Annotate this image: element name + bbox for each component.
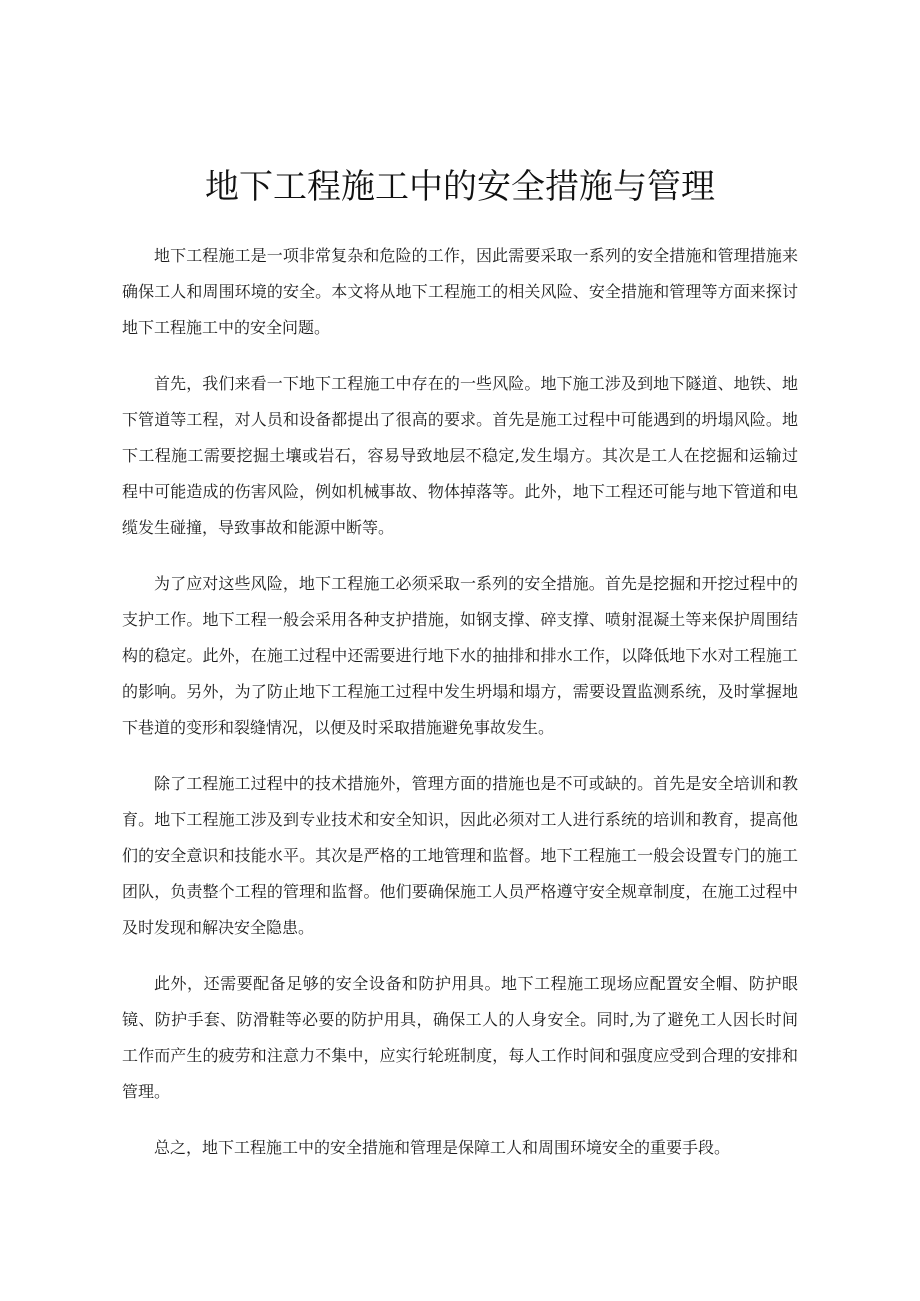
document-title: 地下工程施工中的安全措施与管理 bbox=[205, 167, 715, 207]
paragraph-management: 除了工程施工过程中的技术措施外，管理方面的措施也是不可或缺的。首先是安全培训和教育。地下工程施工涉及到专业技术和安全知识，因此必须对工人进行系统的培训和教育，提高他们的安全意识和技能水平。其次是严格的工地管理和监督。地下工程施工一般会设置专门的施工团队，负责整个工程的管理和监督。他们要确保施工人员严格遵守安全规章制度，在施工过程中及时发现和解决安全隐患。 bbox=[122, 774, 798, 937]
paragraph-conclusion: 总之，地下工程施工中的安全措施和管理是保障工人和周围环境安全的重要手段。 bbox=[154, 1138, 731, 1157]
paragraph-equipment: 此外，还需要配备足够的安全设备和防护用具。地下工程施工现场应配置安全帽、防护眼镜、防护手套、防滑鞋等必要的防护用具，确保工人的人身安全。同时,为了避免工人因长时间工作而产生的疲劳和注意力不集中，应实行轮班制度，每人工作时间和强度应受到合理的安排和管理。 bbox=[122, 974, 798, 1101]
paragraph-risks: 首先，我们来看一下地下工程施工中存在的一些风险。地下施工涉及到地下隧道、地铁、地下管道等工程，对人员和设备都提出了很高的要求。首先是施工过程中可能遇到的坍塌风险。地下工程施工需要挖掘土壤或岩石，容易导致地层不稳定,发生塌方。其次是工人在挖掘和运输过程中可能造成的伤害风险，例如机械事故、物体掉落等。此外，地下工程还可能与地下管道和电缆发生碰撞，导致事故和能源中断等。 bbox=[122, 374, 798, 537]
paragraph-intro: 地下工程施工是一项非常复杂和危险的工作，因此需要采取一系列的安全措施和管理措施来确保工人和周围环境的安全。本文将从地下工程施工的相关风险、安全措施和管理等方面来探讨地下工程施工中的安全问题。 bbox=[122, 246, 798, 337]
paragraph-safety-measures: 为了应对这些风险，地下工程施工必须采取一系列的安全措施。首先是挖掘和开挖过程中的支护工作。地下工程一般会采用各种支护措施，如钢支撑、碎支撑、喷射混凝土等来保护周围结构的稳定。此外，在施工过程中还需要进行地下水的抽排和排水工作，以降低地下水对工程施工的影响。另外，为了防止地下工程施工过程中发生坍塌和塌方，需要设置监测系统，及时掌握地下巷道的变形和裂缝情况，以便及时采取措施避免事故发生。 bbox=[122, 574, 798, 737]
document-body bbox=[122, 238, 798, 1186]
